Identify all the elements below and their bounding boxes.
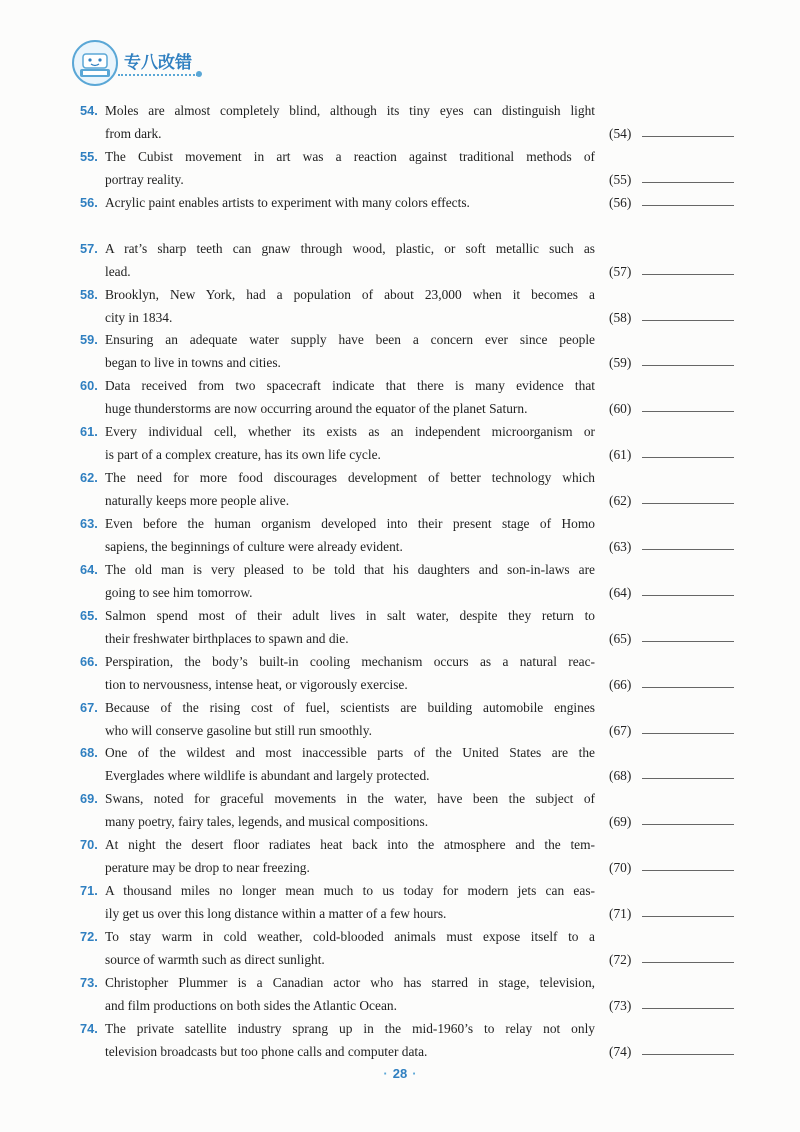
exercise-line [80,994,735,1017]
item-number: 70. [80,837,98,853]
exercise-line [80,237,735,260]
exercise-item [80,650,735,696]
exercise-line [80,328,735,351]
item-sentence-text: Every individual cell, whether its exists as an independent microorganism or [105,424,595,440]
exercise-item [80,879,735,925]
answer-number: (69) [609,814,632,830]
answer-blank-line[interactable] [642,274,734,275]
item-number: 58. [80,286,98,302]
exercise-item [80,925,735,971]
answer-number: (63) [609,539,632,555]
item-sentence-text: lead. [105,263,131,279]
answer-blank-line[interactable] [642,733,734,734]
exercise-line [80,650,735,673]
answer-number: (65) [609,630,632,646]
exercise-line [80,673,735,696]
item-sentence-text: began to live in towns and cities. [105,355,281,371]
item-sentence-text: To stay warm in cold weather, cold-blooded animals must expose itself to a [105,929,595,945]
answer-slot [609,719,735,742]
answer-number: (74) [609,1043,632,1059]
answer-slot [609,994,735,1017]
exercise-item [80,741,735,787]
item-number: 71. [80,883,98,899]
item-sentence-text: A thousand miles no longer mean much to us today for modern jets can eas- [105,883,595,899]
answer-number: (67) [609,722,632,738]
header-divider [118,74,198,76]
item-sentence-text: and film productions on both sides the Atlantic Ocean. [105,997,397,1013]
exercise-item [80,283,735,329]
item-sentence-text: At night the desert floor radiates heat back into the atmosphere and the tem- [105,837,595,853]
item-number: 74. [80,1020,98,1036]
answer-slot [609,764,735,787]
exercise-line [80,535,735,558]
exercise-line [80,787,735,810]
answer-slot [609,397,735,420]
item-sentence-text: Brooklyn, New York, had a population of about 23,000 when it becomes a [105,286,595,302]
answer-blank-line[interactable] [642,320,734,321]
item-sentence-text: city in 1834. [105,309,173,325]
page-header [72,40,192,86]
exercise-line [80,741,735,764]
item-number: 55. [80,148,98,164]
item-sentence-text: The need for more food discourages development of better technology which [105,470,595,486]
item-sentence-text: portray reality. [105,171,184,187]
item-sentence-text: Acrylic paint enables artists to experiment with many colors effects. [105,194,470,210]
item-sentence-text: Data received from two spacecraft indicate that there is many evidence that [105,378,595,394]
exercise-item [80,374,735,420]
item-sentence-text: Christopher Plummer is a Canadian actor who has starred in stage, television, [105,974,595,990]
exercise-line [80,99,735,122]
exercise-line [80,558,735,581]
exercise-line [80,948,735,971]
answer-blank-line[interactable] [642,962,734,963]
item-sentence-text: television broadcasts but too phone calls and computer data. [105,1043,428,1059]
item-sentence-text: Even before the human organism developed into their present stage of Homo [105,516,595,532]
answer-slot [609,122,735,145]
exercise-item [80,971,735,1017]
exercise-line [80,168,735,191]
exercise-line [80,260,735,283]
exercise-line [80,512,735,535]
item-number: 73. [80,974,98,990]
exercise-line [80,879,735,902]
answer-number: (64) [609,584,632,600]
answer-blank-line[interactable] [642,595,734,596]
exercise-item [80,328,735,374]
item-sentence-text: ily get us over this long distance within a matter of a few hours. [105,906,447,922]
item-number: 64. [80,561,98,577]
exercise-line [80,627,735,650]
exercise-line [80,489,735,512]
item-sentence-text: The private satellite industry sprang up in the mid-1960’s to relay not only [105,1020,595,1036]
answer-slot [609,902,735,925]
exercise-line [80,191,735,214]
item-number: 65. [80,607,98,623]
answer-number: (56) [609,194,632,210]
item-number: 72. [80,929,98,945]
exercise-item [80,191,735,237]
exercise-line [80,374,735,397]
item-number: 57. [80,240,98,256]
answer-number: (61) [609,447,632,463]
exercise-line [80,145,735,168]
answer-slot [609,673,735,696]
item-sentence-text: perature may be drop to near freezing. [105,860,310,876]
item-number: 62. [80,470,98,486]
exercise-item [80,787,735,833]
answer-slot [609,627,735,650]
exercise-item [80,558,735,604]
book-character-icon [72,40,118,86]
exercise-line [80,283,735,306]
answer-number: (72) [609,952,632,968]
answer-blank-line[interactable] [642,411,734,412]
exercise-line [80,581,735,604]
exercise-item [80,512,735,558]
header-divider-dot [196,71,202,77]
answer-blank-line[interactable] [642,1008,734,1009]
exercise-item [80,466,735,512]
item-sentence-text: The old man is very pleased to be told that his daughters and son-in-laws are [105,561,595,577]
answer-slot [609,810,735,833]
item-number: 60. [80,378,98,394]
answer-slot [609,168,735,191]
answer-number: (62) [609,493,632,509]
exercise-line [80,971,735,994]
answer-blank-line[interactable] [642,205,734,206]
answer-number: (66) [609,676,632,692]
answer-slot [609,260,735,283]
item-number: 56. [80,194,98,210]
answer-number: (54) [609,126,632,141]
item-sentence-text: their freshwater birthplaces to spawn and die. [105,630,349,646]
item-number: 69. [80,791,98,807]
item-sentence-text: sapiens, the beginnings of culture were already evident. [105,539,403,555]
exercise-line [80,856,735,879]
answer-slot [609,1040,735,1063]
answer-number: (58) [609,309,632,325]
exercise-line [80,306,735,329]
exercise-line [80,719,735,742]
answer-slot [609,191,735,214]
exercise-item [80,833,735,879]
answer-blank-line[interactable] [642,778,734,779]
item-sentence-text: Swans, noted for graceful movements in the water, have been the subject of [105,791,595,807]
item-sentence-text: A rat’s sharp teeth can gnaw through wood, plastic, or soft metallic such as [105,240,595,256]
item-sentence-text: is part of a complex creature, has its own life cycle. [105,447,381,463]
item-number: 63. [80,516,98,532]
item-sentence-text: Ensuring an adequate water supply have been a concern ever since people [105,332,595,348]
item-sentence-text: Everglades where wildlife is abundant and largely protected. [105,768,430,784]
item-number: 66. [80,653,98,669]
item-sentence-text: going to see him tomorrow. [105,584,253,600]
answer-slot [609,535,735,558]
exercise-line [80,925,735,948]
answer-slot [609,306,735,329]
answer-slot [609,443,735,466]
item-sentence-text: Because of the rising cost of fuel, scientists are building automobile engines [105,699,595,715]
exercise-item [80,237,735,283]
page-number: 28 [392,1066,408,1081]
answer-blank-line[interactable] [642,824,734,825]
exercise-line [80,351,735,374]
exercise-line [80,122,735,145]
exercise-line [80,443,735,466]
answer-blank-line[interactable] [642,503,734,504]
answer-blank-line[interactable] [642,687,734,688]
answer-slot [609,856,735,879]
exercise-line [80,397,735,420]
answer-blank-line[interactable] [642,549,734,550]
exercise-line [80,1040,735,1063]
answer-number: (70) [609,860,632,876]
item-sentence-text: One of the wildest and most inaccessible parts of the United States are the [105,745,595,761]
answer-number: (71) [609,906,632,922]
item-number: 67. [80,699,98,715]
exercise-item [80,604,735,650]
item-sentence-text: Perspiration, the body’s built-in cooling mechanism occurs as a natural reac- [105,653,595,669]
item-sentence-text: Moles are almost completely blind, although its tiny eyes can distinguish light [105,103,595,118]
exercise-line [80,696,735,719]
answer-blank-line[interactable] [642,641,734,642]
answer-blank-line[interactable] [642,1054,734,1055]
answer-number: (57) [609,263,632,279]
page-footer: · 28 · [383,1066,417,1081]
item-sentence-text: huge thunderstorms are now occurring around the equator of the planet Saturn. [105,401,528,417]
exercise-line [80,604,735,627]
item-sentence-text: source of warmth such as direct sunlight. [105,952,325,968]
exercise-item [80,420,735,466]
item-number: 54. [80,103,98,118]
answer-number: (55) [609,171,632,187]
exercise-item [80,99,735,145]
item-sentence-text: from dark. [105,126,162,141]
answer-blank-line[interactable] [642,136,734,137]
item-sentence-text: Salmon spend most of their adult lives in salt water, despite they return to [105,607,595,623]
answer-slot [609,948,735,971]
item-number: 59. [80,332,98,348]
exercise-item [80,1017,735,1063]
answer-number: (60) [609,401,632,417]
item-sentence-text: many poetry, fairy tales, legends, and musical compositions. [105,814,429,830]
exercise-line [80,764,735,787]
exercise-list [80,99,735,1063]
exercise-line [80,833,735,856]
answer-blank-line[interactable] [642,457,734,458]
answer-number: (73) [609,997,632,1013]
answer-blank-line[interactable] [642,916,734,917]
item-sentence-text: The Cubist movement in art was a reaction against traditional methods of [105,148,595,164]
item-number: 61. [80,424,98,440]
exercise-line [80,420,735,443]
answer-blank-line[interactable] [642,365,734,366]
answer-number: (59) [609,355,632,371]
exercise-item [80,145,735,191]
exercise-line [80,902,735,925]
answer-blank-line[interactable] [642,870,734,871]
exercise-line [80,466,735,489]
exercise-line [80,1017,735,1040]
header-title: 专八改错 [124,52,192,73]
answer-number: (68) [609,768,632,784]
answer-slot [609,581,735,604]
item-sentence-text: who will conserve gasoline but still run smoothly. [105,722,372,738]
exercise-line [80,810,735,833]
item-sentence-text: tion to nervousness, intense heat, or vigorously exercise. [105,676,408,692]
answer-slot [609,489,735,512]
exercise-item [80,696,735,742]
item-sentence-text: naturally keeps more people alive. [105,493,290,509]
item-number: 68. [80,745,98,761]
answer-slot [609,351,735,374]
answer-blank-line[interactable] [642,182,734,183]
